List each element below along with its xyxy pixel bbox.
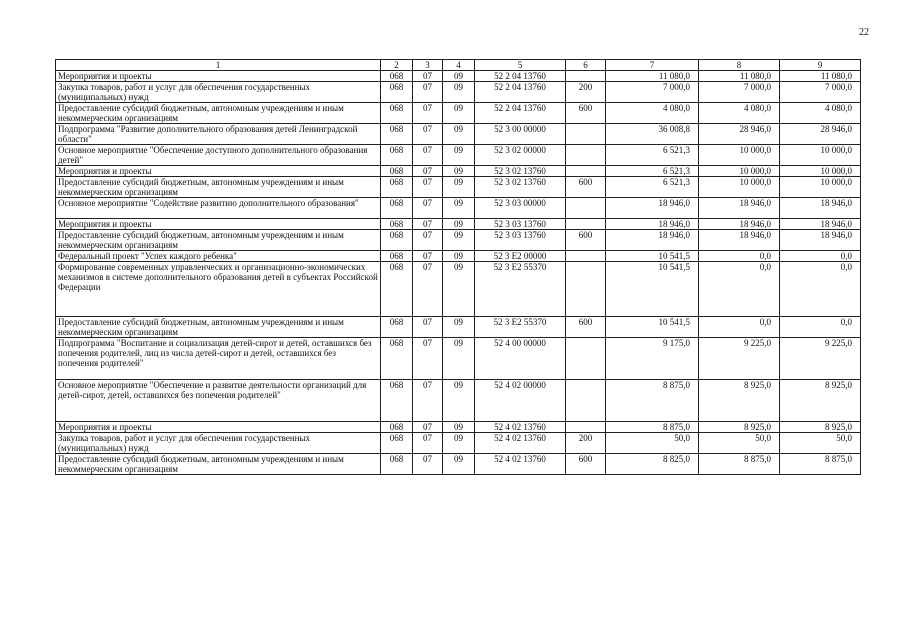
expense-type-code: 200	[566, 433, 606, 454]
subsection-code: 09	[443, 219, 475, 230]
row-name: Закупка товаров, работ и услуг для обеспечения государственных (муниципальных) нужд	[56, 82, 381, 103]
column-header: 7	[606, 60, 699, 71]
department-code: 068	[381, 454, 413, 475]
row-name: Подпрограмма "Развитие дополнительного образования детей Ленинградской области"	[56, 124, 381, 145]
section-code: 07	[413, 262, 443, 317]
amount-col9: 10 000,0	[780, 145, 861, 166]
row-name: Основное мероприятие "Содействие развитию дополнительного образования"	[56, 198, 381, 219]
section-code: 07	[413, 103, 443, 124]
amount-col9: 0,0	[780, 317, 861, 338]
section-code: 07	[413, 166, 443, 177]
column-header: 1	[56, 60, 381, 71]
amount-col9: 28 946,0	[780, 124, 861, 145]
amount-col8: 0,0	[699, 262, 780, 317]
expense-type-code	[566, 262, 606, 317]
expense-type-code: 600	[566, 103, 606, 124]
target-article-code: 52 3 03 13760	[475, 230, 566, 251]
section-code: 07	[413, 317, 443, 338]
amount-col9: 18 946,0	[780, 198, 861, 219]
row-name: Мероприятия и проекты	[56, 422, 381, 433]
subsection-code: 09	[443, 380, 475, 422]
amount-col8: 7 000,0	[699, 82, 780, 103]
amount-col9: 50,0	[780, 433, 861, 454]
table-row	[56, 71, 861, 82]
amount-col7: 4 080,0	[606, 103, 699, 124]
amount-col8: 8 925,0	[699, 422, 780, 433]
target-article-code: 52 4 02 13760	[475, 422, 566, 433]
expense-type-code	[566, 145, 606, 166]
expense-type-code: 600	[566, 317, 606, 338]
department-code: 068	[381, 338, 413, 380]
row-name: Мероприятия и проекты	[56, 166, 381, 177]
table-row	[56, 230, 861, 251]
table-row	[56, 380, 861, 422]
department-code: 068	[381, 166, 413, 177]
expense-type-code	[566, 71, 606, 82]
target-article-code: 52 4 02 13760	[475, 454, 566, 475]
target-article-code: 52 3 E2 55370	[475, 317, 566, 338]
amount-col8: 4 080,0	[699, 103, 780, 124]
amount-col8: 50,0	[699, 433, 780, 454]
amount-col8: 8 925,0	[699, 380, 780, 422]
subsection-code: 09	[443, 82, 475, 103]
section-code: 07	[413, 219, 443, 230]
row-name: Закупка товаров, работ и услуг для обеспечения государственных (муниципальных) нужд	[56, 433, 381, 454]
amount-col9: 0,0	[780, 251, 861, 262]
row-name: Предоставление субсидий бюджетным, автономным учреждениям и иным некоммерческим организациям	[56, 230, 381, 251]
table-row	[56, 219, 861, 230]
column-header: 6	[566, 60, 606, 71]
subsection-code: 09	[443, 103, 475, 124]
column-header: 9	[780, 60, 861, 71]
table-row	[56, 82, 861, 103]
column-header: 3	[413, 60, 443, 71]
amount-col7: 6 521,3	[606, 177, 699, 198]
amount-col7: 36 008,8	[606, 124, 699, 145]
amount-col8: 11 080,0	[699, 71, 780, 82]
department-code: 068	[381, 262, 413, 317]
amount-col7: 18 946,0	[606, 230, 699, 251]
amount-col9: 10 000,0	[780, 177, 861, 198]
row-name: Предоставление субсидий бюджетным, автономным учреждениям и иным некоммерческим организациям	[56, 177, 381, 198]
row-name: Основное мероприятие "Обеспечение доступного дополнительного образования детей"	[56, 145, 381, 166]
amount-col9: 8 925,0	[780, 380, 861, 422]
section-code: 07	[413, 454, 443, 475]
expense-type-code	[566, 124, 606, 145]
column-header: 5	[475, 60, 566, 71]
table-row	[56, 433, 861, 454]
subsection-code: 09	[443, 317, 475, 338]
department-code: 068	[381, 230, 413, 251]
amount-col7: 6 521,3	[606, 145, 699, 166]
table-row	[56, 422, 861, 433]
amount-col9: 10 000,0	[780, 166, 861, 177]
subsection-code: 09	[443, 338, 475, 380]
amount-col7: 10 541,5	[606, 251, 699, 262]
amount-col7: 18 946,0	[606, 198, 699, 219]
row-name: Мероприятия и проекты	[56, 219, 381, 230]
column-header: 4	[443, 60, 475, 71]
table-row	[56, 166, 861, 177]
target-article-code: 52 4 02 00000	[475, 380, 566, 422]
section-code: 07	[413, 230, 443, 251]
department-code: 068	[381, 317, 413, 338]
section-code: 07	[413, 251, 443, 262]
department-code: 068	[381, 251, 413, 262]
section-code: 07	[413, 82, 443, 103]
expense-type-code	[566, 338, 606, 380]
department-code: 068	[381, 124, 413, 145]
amount-col7: 7 000,0	[606, 82, 699, 103]
table-row	[56, 317, 861, 338]
amount-col7: 8 875,0	[606, 422, 699, 433]
section-code: 07	[413, 71, 443, 82]
amount-col7: 8 875,0	[606, 380, 699, 422]
amount-col7: 18 946,0	[606, 219, 699, 230]
amount-col8: 0,0	[699, 251, 780, 262]
table-row	[56, 124, 861, 145]
table-row	[56, 198, 861, 219]
department-code: 068	[381, 145, 413, 166]
amount-col9: 0,0	[780, 262, 861, 317]
expense-type-code	[566, 422, 606, 433]
amount-col8: 10 000,0	[699, 177, 780, 198]
target-article-code: 52 3 03 13760	[475, 219, 566, 230]
subsection-code: 09	[443, 433, 475, 454]
amount-col8: 0,0	[699, 317, 780, 338]
table-row	[56, 338, 861, 380]
amount-col7: 10 541,5	[606, 262, 699, 317]
subsection-code: 09	[443, 454, 475, 475]
target-article-code: 52 4 00 00000	[475, 338, 566, 380]
target-article-code: 52 3 02 13760	[475, 177, 566, 198]
table-row	[56, 262, 861, 317]
target-article-code: 52 4 02 13760	[475, 433, 566, 454]
amount-col8: 18 946,0	[699, 198, 780, 219]
target-article-code: 52 2 04 13760	[475, 82, 566, 103]
target-article-code: 52 3 02 00000	[475, 145, 566, 166]
amount-col8: 28 946,0	[699, 124, 780, 145]
amount-col7: 8 825,0	[606, 454, 699, 475]
page-number: 22	[859, 27, 869, 38]
section-code: 07	[413, 145, 443, 166]
target-article-code: 52 3 00 00000	[475, 124, 566, 145]
target-article-code: 52 2 04 13760	[475, 103, 566, 124]
expense-type-code: 600	[566, 454, 606, 475]
row-name: Подпрограмма "Воспитание и социализация детей-сирот и детей, оставшихся без попечения родителей, лиц из числа детей-сирот и детей, оставшихся без попечения родителей"	[56, 338, 381, 380]
amount-col8: 10 000,0	[699, 145, 780, 166]
expense-type-code: 200	[566, 82, 606, 103]
department-code: 068	[381, 422, 413, 433]
department-code: 068	[381, 71, 413, 82]
row-name: Предоставление субсидий бюджетным, автономным учреждениям и иным некоммерческим организациям	[56, 454, 381, 475]
expense-type-code	[566, 166, 606, 177]
expense-type-code: 600	[566, 230, 606, 251]
subsection-code: 09	[443, 145, 475, 166]
amount-col7: 9 175,0	[606, 338, 699, 380]
amount-col9: 7 000,0	[780, 82, 861, 103]
table-row	[56, 145, 861, 166]
subsection-code: 09	[443, 177, 475, 198]
target-article-code: 52 3 02 13760	[475, 166, 566, 177]
subsection-code: 09	[443, 198, 475, 219]
amount-col9: 8 875,0	[780, 454, 861, 475]
subsection-code: 09	[443, 230, 475, 251]
expense-type-code	[566, 219, 606, 230]
column-header: 2	[381, 60, 413, 71]
amount-col9: 11 080,0	[780, 71, 861, 82]
row-name: Формирование современных управленческих и организационно-экономических механизмов в системе дополнительного образования детей в субъектах Российской Федерации	[56, 262, 381, 317]
row-name: Предоставление субсидий бюджетным, автономным учреждениям и иным некоммерческим организациям	[56, 103, 381, 124]
amount-col8: 18 946,0	[699, 219, 780, 230]
row-name: Предоставление субсидий бюджетным, автономным учреждениям и иным некоммерческим организациям	[56, 317, 381, 338]
expense-type-code: 600	[566, 177, 606, 198]
department-code: 068	[381, 219, 413, 230]
expense-type-code	[566, 380, 606, 422]
department-code: 068	[381, 380, 413, 422]
target-article-code: 52 3 E2 55370	[475, 262, 566, 317]
table-row	[56, 103, 861, 124]
amount-col8: 18 946,0	[699, 230, 780, 251]
section-code: 07	[413, 338, 443, 380]
amount-col8: 9 225,0	[699, 338, 780, 380]
column-header: 8	[699, 60, 780, 71]
row-name: Мероприятия и проекты	[56, 71, 381, 82]
amount-col7: 50,0	[606, 433, 699, 454]
target-article-code: 52 2 04 13760	[475, 71, 566, 82]
amount-col8: 10 000,0	[699, 166, 780, 177]
expense-type-code	[566, 198, 606, 219]
amount-col9: 8 925,0	[780, 422, 861, 433]
department-code: 068	[381, 198, 413, 219]
amount-col9: 18 946,0	[780, 230, 861, 251]
amount-col9: 4 080,0	[780, 103, 861, 124]
subsection-code: 09	[443, 251, 475, 262]
subsection-code: 09	[443, 166, 475, 177]
section-code: 07	[413, 124, 443, 145]
budget-table	[55, 59, 861, 475]
section-code: 07	[413, 380, 443, 422]
target-article-code: 52 3 03 00000	[475, 198, 566, 219]
amount-col9: 18 946,0	[780, 219, 861, 230]
subsection-code: 09	[443, 262, 475, 317]
amount-col7: 11 080,0	[606, 71, 699, 82]
row-name: Федеральный проект "Успех каждого ребенка"	[56, 251, 381, 262]
amount-col7: 6 521,3	[606, 166, 699, 177]
amount-col7: 10 541,5	[606, 317, 699, 338]
amount-col9: 9 225,0	[780, 338, 861, 380]
section-code: 07	[413, 422, 443, 433]
table-row	[56, 454, 861, 475]
row-name: Основное мероприятие "Обеспечение и развитие деятельности организаций для детей-сирот, детей, оставшихся без попечения родителей"	[56, 380, 381, 422]
section-code: 07	[413, 433, 443, 454]
section-code: 07	[413, 198, 443, 219]
subsection-code: 09	[443, 124, 475, 145]
department-code: 068	[381, 433, 413, 454]
section-code: 07	[413, 177, 443, 198]
expense-type-code	[566, 251, 606, 262]
department-code: 068	[381, 82, 413, 103]
table-header-row	[56, 60, 861, 71]
table-row	[56, 251, 861, 262]
table-row	[56, 177, 861, 198]
department-code: 068	[381, 103, 413, 124]
amount-col8: 8 875,0	[699, 454, 780, 475]
target-article-code: 52 3 E2 00000	[475, 251, 566, 262]
department-code: 068	[381, 177, 413, 198]
subsection-code: 09	[443, 422, 475, 433]
subsection-code: 09	[443, 71, 475, 82]
